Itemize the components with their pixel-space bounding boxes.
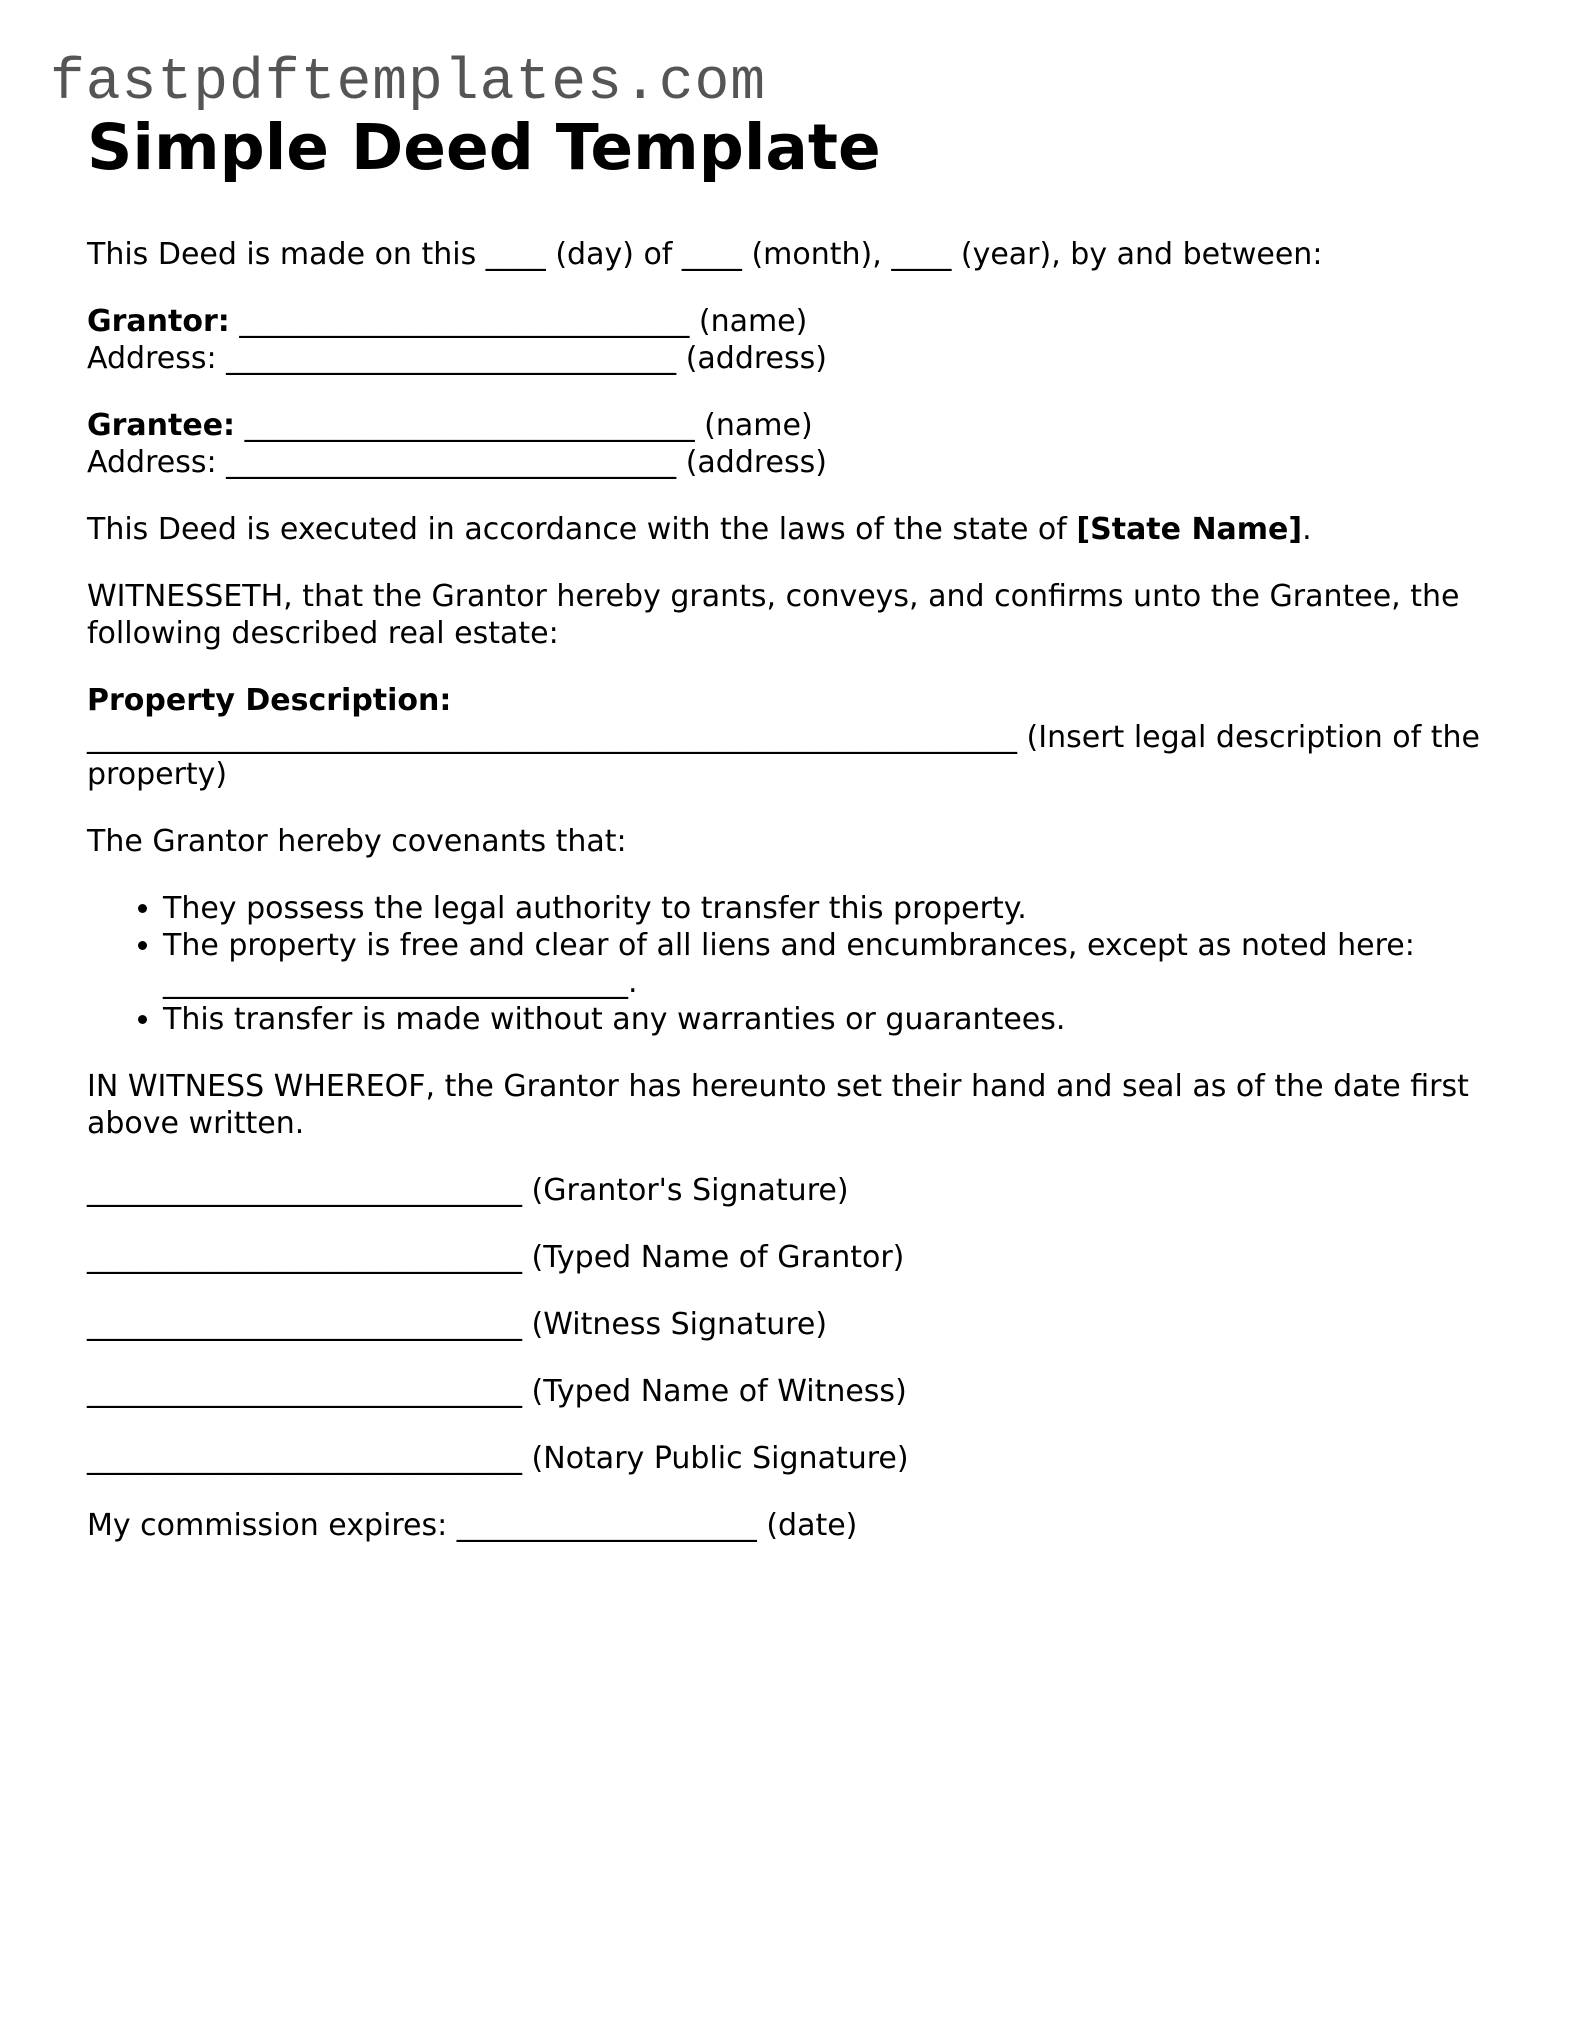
year-blank[interactable]: ____ <box>891 237 952 272</box>
grantee-address-hint: (address) <box>685 445 827 480</box>
state-clause-prefix: This Deed is executed in accordance with the laws of the state of <box>87 512 1067 547</box>
grantee-name-blank[interactable]: ______________________________ <box>244 408 695 443</box>
property-section <box>87 682 1487 793</box>
state-name: [State Name] <box>1076 512 1303 547</box>
day-blank[interactable]: ____ <box>485 237 546 272</box>
grantor-signature-blank[interactable]: _____________________________ <box>87 1173 522 1208</box>
covenant-no-warranty: This transfer is made without any warranties or guarantees. <box>163 1002 1066 1037</box>
month-label: (month), <box>751 237 882 272</box>
year-label: (year), by and between: <box>960 237 1323 272</box>
state-clause-suffix: . <box>1302 512 1312 547</box>
grantor-address-label: Address: <box>87 341 217 376</box>
grantor-typed-name-label: (Typed Name of Grantor) <box>531 1240 905 1275</box>
grantor-section <box>87 303 1487 377</box>
witnesseth-paragraph: WITNESSETH, that the Grantor hereby grants, conveys, and confirms unto the Grantee, the following described real estate: <box>87 579 1460 651</box>
witness-typed-name-line <box>87 1373 1487 1410</box>
state-clause <box>87 511 1487 548</box>
grantee-section <box>87 407 1487 481</box>
commission-expiry-line <box>87 1507 1487 1544</box>
covenant-liens: The property is free and clear of all liens and encumbrances, except as noted here: <box>163 928 1415 963</box>
property-label: Property Description: <box>87 683 452 718</box>
notary-signature-blank[interactable]: _____________________________ <box>87 1441 522 1476</box>
covenant-authority: They possess the legal authority to transfer this property. <box>163 891 1027 926</box>
grantor-label: Grantor: <box>87 304 230 339</box>
covenants-intro: The Grantor hereby covenants that: <box>87 824 627 859</box>
grantee-label: Grantee: <box>87 408 236 443</box>
witness-signature-blank[interactable]: _____________________________ <box>87 1307 522 1342</box>
witness-typed-name-blank[interactable]: _____________________________ <box>87 1374 522 1409</box>
witness-signature-label: (Witness Signature) <box>531 1307 828 1342</box>
grantor-address-hint: (address) <box>685 341 827 376</box>
day-label: (day) of <box>555 237 673 272</box>
property-hint: (Insert legal description of the property) <box>87 720 1480 792</box>
commission-label: My commission expires: <box>87 1508 448 1543</box>
document-title: Simple Deed Template <box>87 111 881 184</box>
grantee-address-label: Address: <box>87 445 217 480</box>
grantee-address-blank[interactable]: ______________________________ <box>226 445 677 480</box>
grantor-name-hint: (name) <box>698 304 808 339</box>
grantor-typed-name-blank[interactable]: _____________________________ <box>87 1240 522 1275</box>
list-item <box>163 890 1487 927</box>
grantor-address-blank[interactable]: ______________________________ <box>226 341 677 376</box>
notary-signature-label: (Notary Public Signature) <box>531 1441 909 1476</box>
covenants-list <box>87 890 1487 1038</box>
witness-typed-name-label: (Typed Name of Witness) <box>531 1374 907 1409</box>
grantee-name-hint: (name) <box>704 408 813 443</box>
commission-date-hint: (date) <box>766 1508 858 1543</box>
list-item <box>163 927 1487 1001</box>
liens-exception-blank[interactable]: _______________________________. <box>163 965 638 1000</box>
grantor-signature-line <box>87 1172 1487 1209</box>
property-blank[interactable]: ______________________________________________________________ <box>87 720 1017 755</box>
commission-date-blank[interactable]: ____________________ <box>456 1508 757 1543</box>
grantor-name-blank[interactable]: ______________________________ <box>239 304 690 339</box>
intro-paragraph <box>87 236 1487 273</box>
witness-clause: IN WITNESS WHEREOF, the Grantor has hereunto set their hand and seal as of the date first above written. <box>87 1069 1469 1141</box>
witness-signature-line <box>87 1306 1487 1343</box>
grantor-typed-name-line <box>87 1239 1487 1276</box>
grantor-signature-label: (Grantor's Signature) <box>531 1173 849 1208</box>
notary-signature-line <box>87 1440 1487 1477</box>
intro-prefix: This Deed is made on this <box>87 237 477 272</box>
list-item <box>163 1001 1487 1038</box>
deed-document <box>87 110 1487 1574</box>
watermark: fastpdftemplates.com <box>50 51 767 116</box>
month-blank[interactable]: ____ <box>681 237 742 272</box>
